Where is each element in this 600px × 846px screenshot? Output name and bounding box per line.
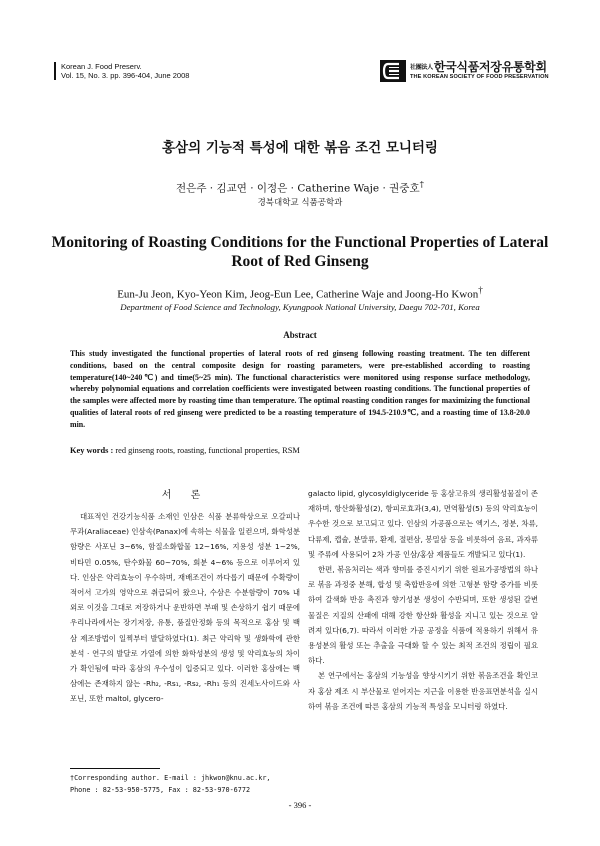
page-number: - 396 - (288, 800, 312, 810)
society-name-kr (410, 58, 547, 75)
english-affiliation: Department of Food Science and Technology, Kyungpook National University, Daegu 702-701, Korea (120, 302, 480, 312)
intro-paragraph-3: 한편, 볶음처리는 색과 향미를 증진시키기 위한 원료가공방법의 하나로 볶음 과정중 분해, 합성 및 축합반응에 의한 고형분 함량 증가를 비롯하여 갈색화 반응 촉진과 향기성분 생성이 수반되며, 또한 생성된 갈변물질은 지질의 산패에 대해 강한 항산화 활성을 지니고 있는 것으로 알려져 있다(6,7). 따라서 이러한 가공 공정을 식품에 적용하기 위해서 유용성분의 활성 또는 추출을 극대화 할 수 있는 최적 조건의 정립이 필요하다. (308, 565, 538, 666)
korean-corresponding-mark: † (419, 180, 424, 190)
right-column (308, 486, 538, 714)
left-column (70, 509, 300, 707)
society-name-en: THE KOREAN SOCIETY OF FOOD PRESERVATION (410, 74, 549, 80)
intro-paragraph-1: 대표적인 건강기능식품 소재인 인삼은 식품 분류학상으로 오갈피나무과(Araliaceae) 인삼속(Panax)에 속하는 식물을 일컫으며, 화학성분 함량은 사포닌 3~6%, 함질소화합물 12~16%, 지용성 성분 1~2%, 비타민 0.05%, 탄수화물 60~70%, 회분 4~6% 등으로 이루어져 있다. 인삼은 약리효능이 우수하며, 재배조건이 까다롭기 때문에 수확량이 적어서 고가의 영약으로 취급되어 왔으나, 수삼은 수분함량이 70% 내외로 이것을 그대로 저장하거나 운반하면 부패 및 손상하기 쉽기 때문에 우리나라에서는 장기저장, 유통, 품질안정화 등의 목적으로 홍삼 및 백삼 제조방법이 일찍부터 발달하였다(1). 최근 약리학 및 생화학에 관한 분석 · 연구의 발달로 가열에 의한 화학성분의 생성 및 약리효능의 차이가 확인됨에 따라 홍삼의 우수성이 입증되고 있다. 이러한 홍삼에는 백삼에는 존재하지 않는 -Rh₂, -Rs₁, -Rs₂, -Rh₁ 등의 진세노사이드와 사포닌, 또한 maltol, glycero- (70, 512, 300, 704)
abstract-heading: Abstract (283, 330, 317, 340)
footnote-phone: Phone : 82-53-950-5775, Fax : 82-53-970-6772 (70, 786, 251, 794)
society-header (380, 58, 548, 84)
society-logo-icon (380, 60, 406, 82)
society-name-kr-text: 한국식품저장유통학회 (433, 60, 547, 74)
footnote-divider (70, 768, 160, 769)
korean-authors (0, 180, 600, 196)
corresponding-footnote (70, 772, 310, 796)
society-prefix: 社團法人 (410, 64, 433, 71)
abstract-text: This study investigated the functional properties of lateral roots of red ginseng following roasting treatment. The ten different conditions, based on the central composite design for roasting parameters, were pre-established according to roasting temperature(140~240℃) and time(5~25 min). The functional characteristics were monitored using response surface methodology, whereby polynomial equations and correlation coefficients were investigated between roasting conditions. The functional properties of the samples were affected more by roasting time than temperature. The optimal roasting condition ranges for maximizing the functional qualities of lateral roots of red ginseng were predicted to be a roasting temperature of 194.5-210.9℃, and a roasting time of 13.8-20.0 min. (70, 349, 530, 429)
korean-affiliation: 경북대학교 식품공학과 (257, 198, 343, 208)
english-authors (0, 285, 600, 301)
english-author-list: Eun-Ju Jeon, Kyo-Yeon Kim, Jeog-Eun Lee, Catherine Waje and Joong-Ho Kwon (117, 288, 479, 301)
keywords (70, 446, 530, 455)
footnote-email: †Corresponding author. E-mail : jhkwon@knu.ac.kr, (70, 774, 271, 782)
journal-volume: Vol. 15, No. 3. pp. 396-404, June 2008 (61, 71, 190, 80)
section-heading-introduction: 서 론 (161, 490, 209, 501)
journal-name: Korean J. Food Preserv. (61, 62, 142, 71)
keywords-label: Key words : (70, 446, 114, 455)
intro-paragraph-2: galacto lipid, glycosyldiglyceride 등 홍삼고유의 생리활성물질이 존재하며, 항산화활성(2), 항피로효과(3,4), 면역활성(5) 등의 약리효능이 우수한 것으로 보고되고 있다. 인삼의 가공품으로는 엑기스, 정분, 차류, 다류제, 캡슐, 분말류, 환제, 절편삼, 봉밀삼 등을 비롯하여 음료, 과자류 및 주류에 사용되어 2차 가공 인삼/홍삼 제품들도 개발되고 있다(1). (308, 489, 539, 559)
english-corresponding-mark: † (478, 285, 483, 295)
korean-title: 홍삼의 기능적 특성에 대한 볶음 조건 모니터링 (162, 140, 438, 156)
korean-author-list: 전은주 · 김교연 · 이정은 · Catherine Waje · 권중호 (176, 182, 420, 195)
english-title: Monitoring of Roasting Conditions for the Functional Properties of Lateral Root of Red Ginseng (51, 234, 549, 270)
journal-citation (54, 62, 189, 80)
keywords-list: red ginseng roots, roasting, functional properties, RSM (115, 446, 300, 455)
intro-paragraph-4: 본 연구에서는 홍삼의 기능성을 향상시키기 위한 볶음조건을 확인코자 홍삼 제조 시 부산물로 얻어지는 지근을 이용한 반응표면분석을 실시하여 볶음 조건에 따른 홍삼의 기능적 특성을 모니터링 하였다. (308, 671, 538, 711)
